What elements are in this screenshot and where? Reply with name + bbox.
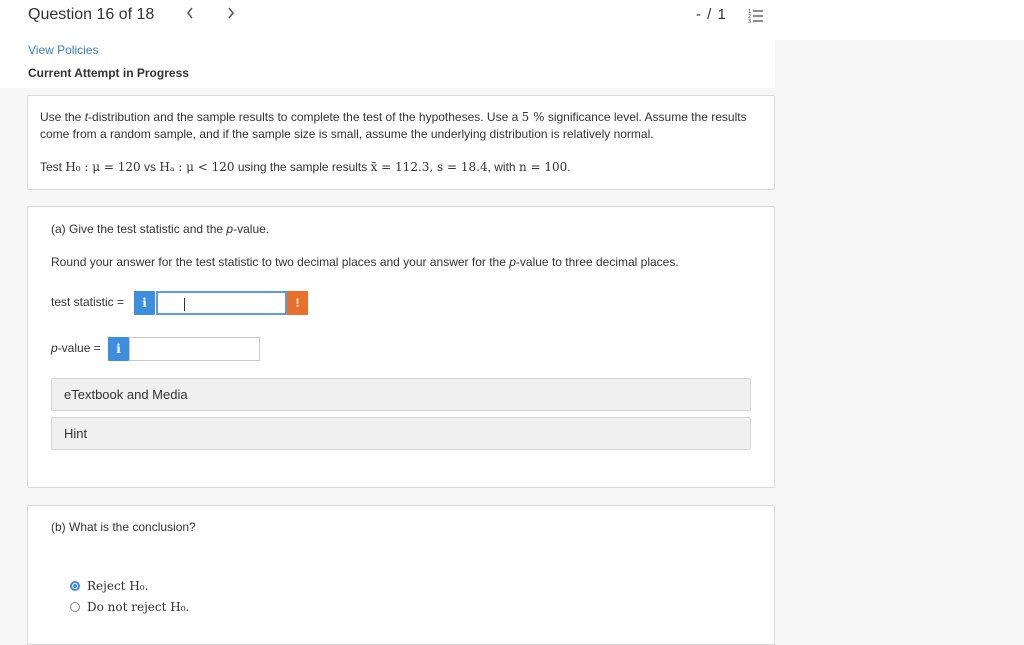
top-bar xyxy=(0,0,1024,40)
view-policies-link[interactable]: View Policies xyxy=(28,43,99,57)
warning-icon[interactable]: ! xyxy=(287,291,308,315)
null-hypothesis: H₀ : μ = 120 xyxy=(65,160,141,174)
question-intro: Use the t-distribution and the sample results to complete the test of the hypotheses. Use a 5 % significance level. Assume the results come from a random sample, and if the sample size is small, assume the underlying distribution is relatively normal. xyxy=(40,110,747,141)
sample-size: n = 100 xyxy=(518,160,568,174)
previous-question-button[interactable] xyxy=(185,5,195,26)
part-a-card xyxy=(27,206,775,488)
question-card xyxy=(27,95,775,190)
chevron-left-icon xyxy=(185,5,195,21)
text-cursor xyxy=(184,298,185,311)
next-question-button[interactable] xyxy=(226,5,236,26)
chevron-right-icon xyxy=(226,5,236,21)
attempt-status: Current Attempt in Progress xyxy=(28,66,189,80)
attempt-header xyxy=(0,40,775,88)
svg-text:2: 2 xyxy=(748,14,752,20)
alternative-hypothesis: Hₐ : μ < 120 xyxy=(159,160,235,174)
p-value-info-icon[interactable]: i xyxy=(108,337,129,361)
test-statistic-label: test statistic = xyxy=(51,295,125,309)
question-list-icon[interactable] xyxy=(748,8,764,24)
part-b-prompt: (b) What is the conclusion? xyxy=(51,520,196,534)
part-a-prompt: (a) Give the test statistic and the p-value. xyxy=(51,222,270,236)
part-b-card xyxy=(27,505,775,645)
sample-statistics: x̄ = 112.3, s = 18.4 xyxy=(370,160,488,174)
test-statistic-info-icon[interactable]: i xyxy=(134,291,155,315)
option-do-not-reject-label: Do not reject H₀. xyxy=(87,600,190,614)
hint-label: Hint xyxy=(64,426,88,441)
option-reject-label: Reject H₀. xyxy=(87,579,149,593)
radio-reject-h0[interactable] xyxy=(70,581,80,591)
test-statistic-input[interactable] xyxy=(156,291,287,315)
hypothesis-statement: Test H₀ : μ = 120 vs Hₐ : μ < 120 using the sample results x̄ = 112.3, s = 18.4, with n = 100. xyxy=(40,160,571,174)
score-display: - / 1 xyxy=(696,6,727,23)
svg-text:3: 3 xyxy=(748,19,752,24)
rounding-instructions: Round your answer for the test statistic to two decimal places and your answer for the p-value to three decimal places. xyxy=(51,255,679,269)
hint-button[interactable] xyxy=(51,417,751,450)
radio-do-not-reject-h0[interactable] xyxy=(70,602,80,612)
svg-text:1: 1 xyxy=(748,9,752,15)
question-counter: Question 16 of 18 xyxy=(28,6,155,23)
etextbook-media-button[interactable] xyxy=(51,378,751,411)
p-value-input[interactable] xyxy=(129,337,260,361)
etextbook-media-label: eTextbook and Media xyxy=(64,387,188,402)
p-value-label: p-value = xyxy=(51,341,101,355)
